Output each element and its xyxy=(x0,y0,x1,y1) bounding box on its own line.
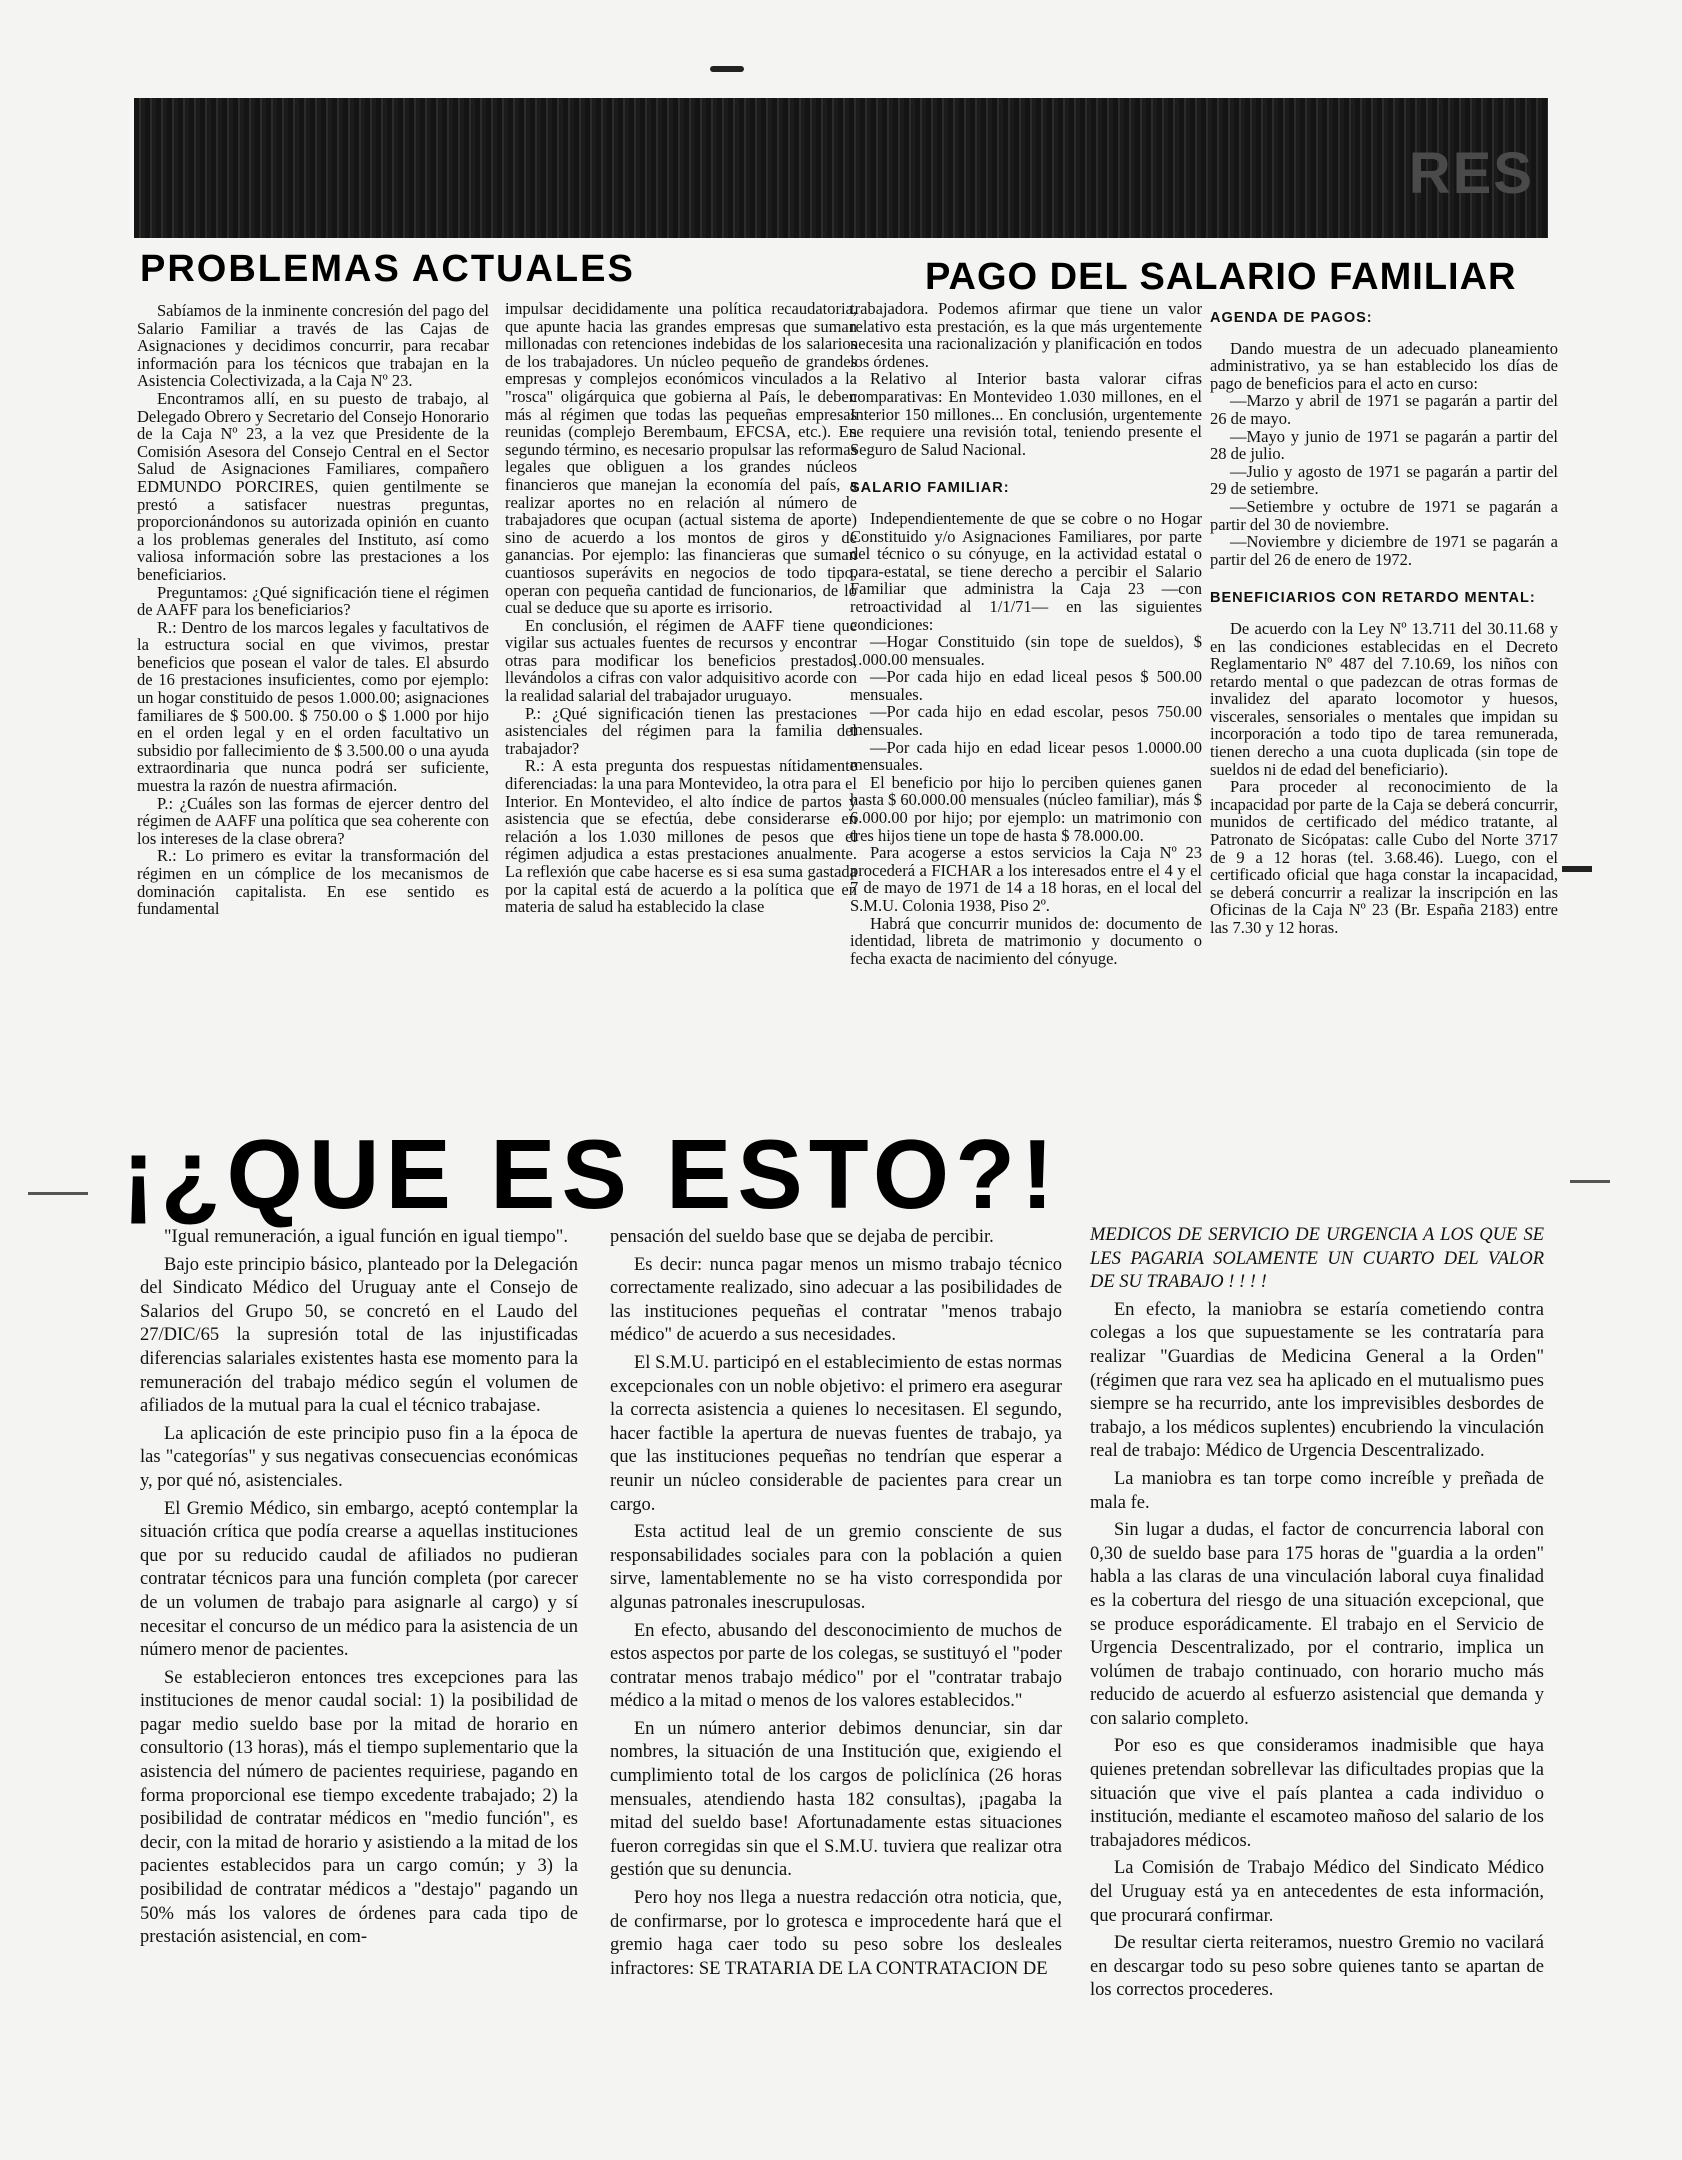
paragraph: Independientemente de que se cobre o no Hogar Constituido y/o Asignaciones Familiares, por parte del técnico o su cónyuge, en la actividad estatal o para-estatal, se tiene derecho a percibir el Salario Familiar que administra la Caja 23 —con retroactividad al 1/1/71— en las siguientes condiciones: xyxy=(850,508,1202,634)
paragraph: Sin lugar a dudas, el factor de concurrencia laboral con 0,30 de sueldo base para 175 horas de "guardia a la orden" habla a las claras de una vinculación laboral cuya finalidad es la cobertura del riesgo de una situación excepcional, que se produce esporádicamente. El trabajo en el Servicio de Urgencia Descentralizado, por el contrario, implica un volúmen de trabajo continuado, con horario mucho más reducido de acuerdo al esfuerzo asistencial que demanda y con salario completo. xyxy=(1090,1520,1544,1729)
paragraph: —Por cada hijo en edad liceal pesos $ 500.00 mensuales. xyxy=(850,667,1202,704)
article-column-bottom-2 xyxy=(610,1226,1062,1985)
paragraph: impulsar decididamente una política recaudatoria, que apunte hacia las grandes empresas que suman millonadas con retenciones indebidas de los salarios de los trabajadores. Un núcleo pequeño de grandes empresas y complejos económicos vinculados a la "rosca" oligárquica que gobierna al País, le deben más al régimen que todas las pequeñas empresas reunidas (complejo Berembaum, EFCSA, etc.). En segundo término, es necesario propulsar las reformas legales que obliguen a los grandes núcleos financieros que manejan la economía del país, a realizar aportes no en relación al número de trabajadores que ocupan (actual sistema de aporte) sino de acuerdo a los montos de giros y de ganancias. Por ejemplo: las financieras que suman cuantiosos superávits en negocios de todo tipo, operan con pequeña cantidad de funcionarios, de lo cual se deduce que su aporte es irrisorio. xyxy=(505,299,857,618)
paragraph: "Igual remuneración, a igual función en igual tiempo". xyxy=(164,1227,568,1247)
paragraph: —Mayo y junio de 1971 se pagarán a partir del 28 de julio. xyxy=(1210,426,1558,464)
paragraph: La maniobra es tan torpe como increíble y preñada de mala fe. xyxy=(1090,1468,1544,1513)
scan-speck xyxy=(1570,1180,1610,1183)
paragraph: —Por cada hijo en edad escolar, pesos 750.00 mensuales. xyxy=(850,702,1202,740)
paragraph: Esta actitud leal de un gremio consciente de sus responsabilidades sociales para con la población a quien sirve, lamentablemente no se ha visto correspondida por algunas patronales inescrupulosas. xyxy=(610,1522,1062,1613)
paragraph: La aplicación de este principio puso fin a la época de las "categorías" y sus negativas consecuencias económicas y, por qué nó, asistenciales. xyxy=(140,1423,578,1491)
paragraph: Relativo al Interior basta valorar cifras comparativas: En Montevideo 1.030 millones, en el Interior 150 millones... En conclusión, urgentemente se requiere una revisión total, teniendo presente el Seguro de Salud Nacional. xyxy=(850,369,1202,459)
paragraph: R.: A esta pregunta dos respuestas nítidamente diferenciadas: la una para Montevideo, la otra para el Interior. En Montevideo, el alto índice de partos y asistencia que se efectúa, debe considerarse en relación a los 1.030 millones de pesos que el régimen adjudica a estas prestaciones anualmente. La reflexión que cabe hacerse es si esa suma gastada por la capital está de acuerdo a la política que en materia de salud ha establecido la clase xyxy=(505,756,857,917)
paragraph: Para proceder al reconocimiento de la incapacidad por parte de la Caja se deberá concurrir, munidos de certificado del médico tratante, al Patronato de Sicópatas: calle Cubo del Norte 3717 de 9 a 12 horas (tel. 3.68.46). Luego, con el certificado oficial que haga constar la incapacidad, se deberá concurrir a realizar la inscripción en las Oficinas de la Caja Nº 23 (Br. España 2183) entre las 7.30 y 12 horas. xyxy=(1210,777,1558,937)
subheading-salario-familiar: SALARIO FAMILIAR: xyxy=(850,480,1010,497)
paragraph: Por eso es que consideramos inadmisible que haya quienes pretendan sobrellevar las dificultades propias que la situación que vive el país plantea a cada individuo o institución, mediante el escamoteo mañoso del salario de los trabajadores médicos. xyxy=(1090,1736,1544,1851)
paragraph: R.: Dentro de los marcos legales y facultativos de la estructura social en que vivimos, prestar beneficios que posean el valor de tales. El absurdo de 16 prestaciones insuficientes, como por ejemplo: un hogar constituido de pesos 1.000.00; asignaciones familiares de $ 500.00. $ 750.00 o $ 1.000 por hijo en el orden legal y en el orden facultativo un subsidio por fallecimiento de $ 3.500.00 o una ayuda extraordinaria que nunca podrá ser suficiente, muestra la razón de nuestra afirmación. xyxy=(137,617,489,796)
subheading-agenda-de-pagos: AGENDA DE PAGOS: xyxy=(1210,310,1373,326)
paragraph: —Noviembre y diciembre de 1971 se pagarán a partir del 26 de enero de 1972. xyxy=(1210,532,1558,569)
article-column-1 xyxy=(137,302,489,918)
paragraph: Habrá que concurrir munidos de: documento de identidad, libreta de matrimonio y documento o fecha exacta de nacimiento del cónyuge. xyxy=(850,913,1202,968)
paragraph: El S.M.U. participó en el establecimiento de estas normas excepcionales con un noble objetivo: el primero era asegurar la correcta asistencia a quienes lo necesitasen. El segundo, hacer factible la apertura de nuevas fuentes de trabajo, ya que las instituciones pequeñas no tendrían que esperar a reunir un núcleo considerable de pacientes para crear un cargo. xyxy=(610,1352,1062,1515)
paragraph: P.: ¿Qué significación tienen las prestaciones asistenciales del régimen para la familia del trabajador? xyxy=(505,703,857,758)
article-column-bottom-3 xyxy=(1090,1224,1544,2007)
paragraph: Preguntamos: ¿Qué significación tiene el régimen de AAFF para los beneficiarios? xyxy=(137,582,489,620)
paragraph: trabajadora. Podemos afirmar que tiene un valor relativo esta prestación, es la que más urgentemente necesita una racionalización y planificación en todos los órdenes. xyxy=(850,299,1202,371)
header-banner xyxy=(134,98,1548,238)
paragraph: pensación del sueldo base que se dejaba de percibir. xyxy=(610,1227,994,1247)
paragraph: Bajo este principio básico, planteado por la Delegación del Sindicato Médico del Uruguay ante el Consejo de Salarios del Grupo 50, se concretó en el Laudo del 27/DIC/65 la supresión total de las injustificadas diferencias salariales existentes hasta ese momento para la remuneración del trabajo médico según el volumen de afiliados de la mutual para la cual el técnico trabajase. xyxy=(140,1254,578,1417)
paragraph: Es decir: nunca pagar menos un mismo trabajo técnico correctamente realizado, sino adecuar a las posibilidades de las instituciones pequeñas el contratar "menos trabajo médico" de acuerdo a sus necesidades. xyxy=(610,1254,1062,1346)
paragraph: Sabíamos de la inminente concresión del pago del Salario Familiar a través de las Cajas de Asignaciones y decidimos concurrir, para recabar información para los técnicos que trabajan en la Asistencia Colectivizada, a la Caja Nº 23. xyxy=(137,301,489,391)
paragraph: La Comisión de Trabajo Médico del Sindicato Médico del Uruguay está ya en antecedentes de esta información, que procurará confirmar. xyxy=(1090,1858,1544,1926)
article-column-2 xyxy=(505,300,857,916)
paragraph: P.: ¿Cuáles son las formas de ejercer dentro del régimen de AAFF una política que sea coherente con los intereses de la clase obrera? xyxy=(137,793,489,848)
paragraph: En conclusión, el régimen de AAFF tiene que vigilar sus actuales fuentes de recursos y encontrar otras para modificar los beneficios prestados, llevándolos a cifras con valor adquisitivo acorde con la realidad salarial del trabajador uruguayo. xyxy=(505,615,857,706)
paragraph: En efecto, la maniobra se estaría cometiendo contra colegas a los que supuestamente se les contrataría para realizar "Guardias de Medicina General a la Orden" (régimen que rara vez sea ha aplicado en el mutualismo pues siempre se ha recurrido, ante los imprevisibles desbordes de trabajo, a los médicos suplentes) encubriendo la vinculación real de trabajo: Médico de Urgencia Descentralizado. xyxy=(1090,1299,1544,1462)
paragraph: Para acogerse a estos servicios la Caja Nº 23 procederá a FICHAR a los interesados entre el 4 y el 7 de mayo de 1971 de 14 a 18 horas, en el local del S.M.U. Colonia 1938, Piso 2º. xyxy=(850,843,1202,915)
paragraph: De acuerdo con la Ley Nº 13.711 del 30.11.68 y en las condiciones establecidas en el Decreto Reglamentario Nº 487 del 7.10.69, los niños con retardo mental o que padezcan de otras formas de invalidez del aparato locomotor y huesos, viscerales, sensoriales o mentales que impidan su incorporación a todo tipo de tarea remunerada, tienen derecho a una cuota duplicada (sin tope de sueldos ni de edad del beneficiario). xyxy=(1210,618,1558,779)
banner-text: RES xyxy=(1408,141,1534,206)
paragraph: —Por cada hijo en edad licear pesos 1.0000.00 mensuales. xyxy=(850,737,1202,775)
lead-paragraph: MEDICOS DE SERVICIO DE URGENCIA A LOS QUE SE LES PAGARIA SOLAMENTE UN CUARTO DEL VALOR DE SU TRABAJO ! ! ! ! xyxy=(1090,1225,1544,1293)
headline-que-es-esto: ¡¿QUE ES ESTO?! xyxy=(122,1119,1060,1229)
paragraph: —Hogar Constituido (sin tope de sueldos), $ 1.000.00 mensuales. xyxy=(850,632,1202,669)
paragraph: —Setiembre y octubre de 1971 se pagarán a partir del 30 de noviembre. xyxy=(1210,496,1558,534)
paragraph: —Julio y agosto de 1971 se pagarán a partir del 29 de setiembre. xyxy=(1210,461,1558,499)
paragraph: Encontramos allí, en su puesto de trabajo, al Delegado Obrero y Secretario del Consejo Honorario de la Caja Nº 23, a la vez que Presidente de la Comisión Asesora del Consejo Central en el Sector Salud de Asignaciones Familiares, compañero EDMUNDO PORCIRES, quien gentilmente se prestó a satisfacer nuestras preguntas, proporcionándonos su autorizada opinión en cuanto a los problemas generales del Instituto, así como valiosa información sobre las prestaciones a los beneficiarios. xyxy=(137,388,489,584)
paragraph: En efecto, abusando del desconocimiento de muchos de estos aspectos por parte de los colegas, se sustituyó el "poder contratar menos trabajo médico" por el "contratar trabajo médico a la mitad o menos de los valores establecidos." xyxy=(610,1620,1062,1712)
paragraph: Dando muestra de un adecuado planeamiento administrativo, ya se han establecido los días de pago de beneficios para el acto en curso: xyxy=(1210,338,1558,393)
article-column-3 xyxy=(850,300,1202,967)
paragraph: —Marzo y abril de 1971 se pagarán a partir del 26 de mayo. xyxy=(1210,391,1558,428)
paragraph: El beneficio por hijo lo perciben quienes ganen hasta $ 60.000.00 mensuales (núcleo familiar), más $ 6.000.00 por hijo; por ejemplo: un matrimonio con tres hijos tiene un tope de hasta $ 78.000.00. xyxy=(850,772,1202,845)
headline-problemas-actuales: PROBLEMAS ACTUALES xyxy=(140,248,635,290)
paragraph: En un número anterior debimos denunciar, sin dar nombres, la situación de una Institución que, exigiendo el cumplimiento total de los cargos de policlínica (26 horas mensuales, atendiendo hasta 182 consultas), ¡pagaba la mitad del sueldo base! Afortunadamente estas situaciones fueron corregidas sin que el S.M.U. tuviera que realizar otra gestión que su denuncia. xyxy=(610,1718,1062,1881)
subheading-beneficiarios-retardo-mental: BENEFICIARIOS CON RETARDO MENTAL: xyxy=(1210,590,1536,607)
headline-pago-salario-familiar: PAGO DEL SALARIO FAMILIAR xyxy=(925,256,1517,298)
paragraph: Pero hoy nos llega a nuestra redacción otra noticia, que, de confirmarse, por lo grotesca e improcedente hará que el gremio haga caer todo su peso sobre los desleales infractores: SE TRATARIA DE LA CONTRATACION DE xyxy=(610,1888,1062,1979)
scan-speck xyxy=(1562,866,1592,872)
article-column-bottom-1 xyxy=(140,1226,578,1954)
paragraph: De resultar cierta reiteramos, nuestro Gremio no vacilará en descargar todo su peso sobre quienes tanto se apartan de los correctos procederes. xyxy=(1090,1933,1544,2001)
paragraph: El Gremio Médico, sin embargo, aceptó contemplar la situación crítica que podía crearse a aquellas instituciones que por su reducido caudal de afiliados no pudieran contratar técnicos para una función completa (por carecer de un volumen de trabajo para asignarle al cargo) y sí necesitar el concurso de un médico para la asistencia de un número menor de pacientes. xyxy=(140,1498,578,1661)
paragraph: R.: Lo primero es evitar la transformación del régimen en un cómplice de los mecanismos de dominación capitalista. En ese sentido es fundamental xyxy=(137,846,489,919)
article-column-4 xyxy=(1210,300,1558,937)
scan-speck xyxy=(28,1192,88,1195)
paragraph: Se establecieron entonces tres excepciones para las instituciones de menor caudal social: 1) la posibilidad de pagar medio sueldo base por la mitad de horario en consultorio (13 horas), más el tiempo suplementario que la asistencia del número de pacientes requiriese, pagando en forma proporcional ese tiempo excedente trabajado; 2) la posibilidad de contratar médicos en "medio función", es decir, con la mitad de horario y asistiendo a la mitad de los pacientes establecidos para un cargo común; y 3) la posibilidad de contratar médicos a "destajo" pagando un 50% más los valores de órdenes para cada tipo de prestación asistencial, en com- xyxy=(140,1667,578,1948)
scan-speck xyxy=(710,66,744,72)
